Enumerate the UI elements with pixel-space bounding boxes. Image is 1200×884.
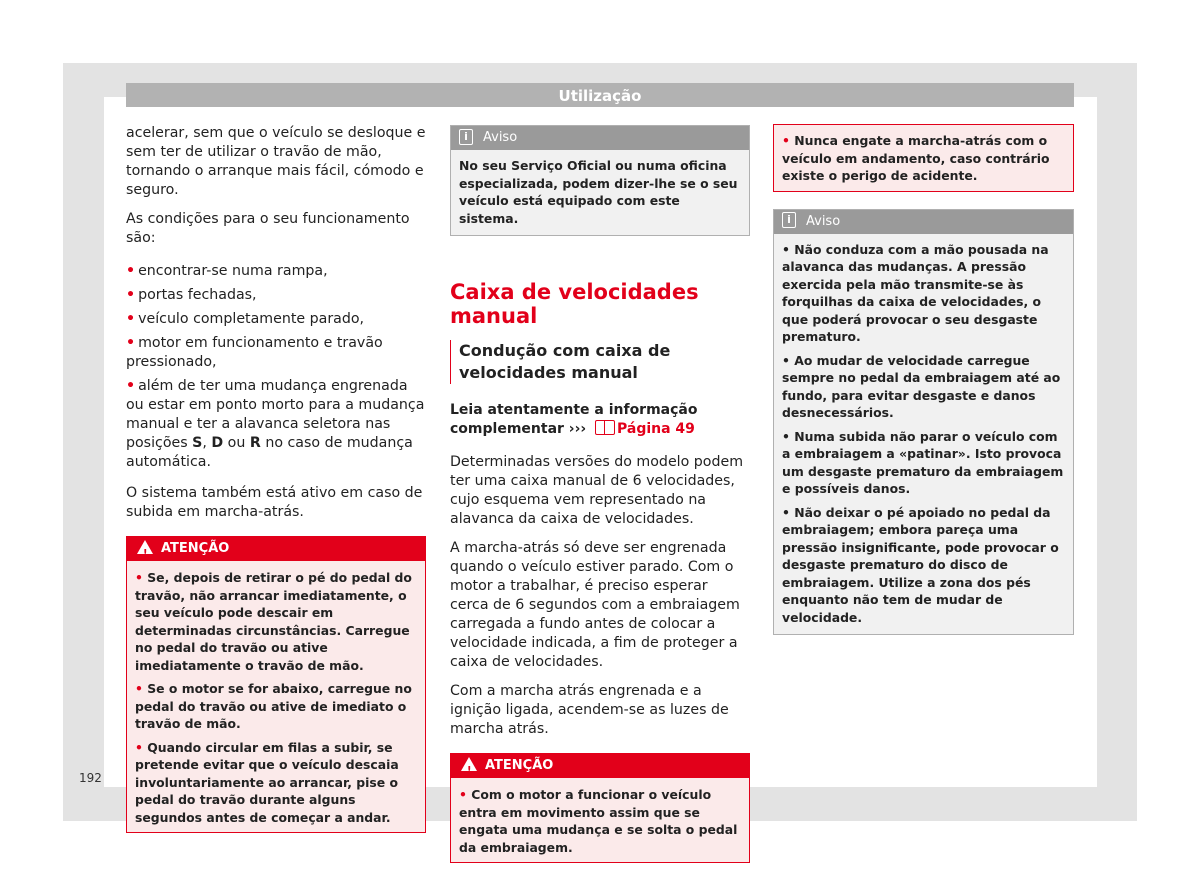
section-title: Condução com caixa de velocidades manual (450, 340, 750, 384)
paragraph: As condições para o seu funcionamento são: (126, 211, 410, 246)
lead-text: Leia atentamente a informação complementar ››› Página 49 (450, 402, 698, 437)
warning-item: • Se, depois de retirar o pé do pedal do travão, não arrancar imediatamente, o seu veículo pode descair em determinadas circunstâncias. Carregue no pedal do travão ou ative imediatamente o travão de mão. (135, 570, 412, 673)
paragraph: Com a marcha atrás engrenada e a ignição ligada, acendem-se as luzes de marcha atrás. (450, 683, 729, 737)
chapter-title: Caixa de velocidades manual (450, 280, 699, 328)
list-item: • veículo completamente parado, (126, 311, 365, 327)
warning-item: • Com o motor a funcionar o veículo entra em movimento assim que se engata uma mudança e se solta o pedal da embraiagem. (459, 787, 738, 855)
list-item: • encontrar-se numa rampa, (126, 263, 328, 279)
column-left (126, 124, 426, 833)
paragraph: A marcha-atrás só deve ser engrenada quando o veículo estiver parado. Com o motor a trabalhar, é preciso esperar cerca de 6 segundos com a embraiagem carregada a fundo antes de colocar a velocidade indicada, a fim de proteger a caixa de velocidades. (450, 540, 740, 670)
notice-box (773, 209, 1074, 636)
column-right (773, 124, 1074, 635)
notice-header: i Aviso (774, 210, 1073, 234)
notice-body: No seu Serviço Oficial ou numa oficina especializada, podem dizer-lhe se o seu veículo está equipado com este sistema. (451, 150, 749, 235)
info-icon: i (782, 212, 796, 228)
notice-box (450, 125, 750, 236)
section-header: Utilização (126, 83, 1074, 107)
column-middle (450, 125, 750, 863)
notice-item: • Não conduza com a mão pousada na alavanca das mudanças. A pressão exercida pela mão transmite-se às forquilhas da caixa de velocidades, o que poderá provocar o seu desgaste prematuro. (782, 241, 1049, 344)
condition-list (126, 262, 426, 472)
warning-body (127, 561, 425, 832)
warning-box (126, 536, 426, 833)
warning-box-continued (773, 124, 1074, 192)
notice-body (774, 234, 1073, 635)
warning-item: • Se o motor se for abaixo, carregue no pedal do travão ou ative de imediato o travão de mão. (135, 681, 412, 731)
list-item: • além de ter uma mudança engrenada ou estar em ponto morto para a mudança manual e ter a alavanca seletora nas posições S, D ou R no caso de mudança automática. (126, 378, 425, 470)
warning-body (451, 778, 749, 862)
list-item: • motor em funcionamento e travão pressionado, (126, 335, 383, 370)
notice-item: • Numa subida não parar o veículo com a embraiagem a «patinar». Isto provoca um desgaste prematuro da embraiagem e possíveis danos. (782, 428, 1064, 496)
book-icon (595, 420, 615, 435)
warning-header: !ATENÇÃO (127, 537, 425, 561)
page-number: 192 (79, 771, 102, 785)
warning-triangle-icon (137, 540, 153, 554)
warning-item: • Quando circular em filas a subir, se pretende evitar que o veículo descaia involuntariamente ao arrancar, pise o pedal do travão durante alguns segundos antes de começar a andar. (135, 739, 399, 825)
notice-item: • Ao mudar de velocidade carregue sempre no pedal da embraiagem até ao fundo, para evitar desgaste e danos desnecessários. (782, 352, 1061, 420)
warning-triangle-icon (461, 757, 477, 771)
notice-header: i Aviso (451, 126, 749, 150)
warning-body (774, 125, 1073, 191)
info-icon: i (459, 129, 473, 145)
warning-header: !ATENÇÃO (451, 754, 749, 778)
page-reference-link[interactable]: Página 49 (591, 421, 695, 437)
list-item: • portas fechadas, (126, 287, 257, 303)
notice-item: • Não deixar o pé apoiado no pedal da embraiagem; embora pareça uma pressão insignificante, pode provocar o desgaste prematuro do disco de embraiagem. Utilize a zona dos pés enquanto não tem de mudar de velocidade. (782, 504, 1059, 625)
warning-item: • Nunca engate a marcha-atrás com o veículo em andamento, caso contrário existe o perigo de acidente. (782, 133, 1050, 183)
warning-box (450, 753, 750, 863)
paragraph: Determinadas versões do modelo podem ter uma caixa manual de 6 velocidades, cujo esquema vem representado na alavanca da caixa de velocidades. (450, 454, 744, 527)
paragraph: acelerar, sem que o veículo se desloque e sem ter de utilizar o travão de mão, tornando o arranque mais fácil, cómodo e seguro. (126, 125, 426, 198)
paragraph: O sistema também está ativo em caso de subida em marcha-atrás. (126, 485, 423, 520)
